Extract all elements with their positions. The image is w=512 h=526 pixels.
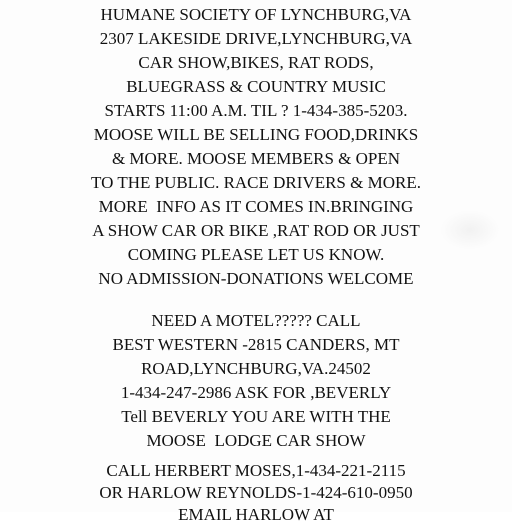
flyer-line-events: CAR SHOW,BIKES, RAT RODS, (138, 53, 374, 72)
flyer-line-public: TO THE PUBLIC. RACE DRIVERS & MORE. (91, 173, 421, 192)
flyer-line-let-us-know: COMING PLEASE LET US KNOW. (127, 245, 385, 264)
flyer-line-address: 2307 LAKESIDE DRIVE,LYNCHBURG,VA (99, 29, 413, 48)
flyer-line-best-western: BEST WESTERN -2815 CANDERS, MT (112, 335, 400, 354)
flyer-line-email: EMAIL HARLOW AT (178, 505, 334, 524)
flyer-line-herbert: CALL HERBERT MOSES,1-434-221-2115 (106, 461, 406, 480)
flyer-line-lodge: MOOSE LODGE CAR SHOW (146, 431, 366, 450)
flyer-line-members: & MORE. MOOSE MEMBERS & OPEN (111, 149, 401, 168)
flyer-line-food: MOOSE WILL BE SELLING FOOD,DRINKS (93, 125, 419, 144)
flyer-line-motel-phone: 1-434-247-2986 ASK FOR ,BEVERLY (120, 383, 392, 402)
flyer-line-show-car: A SHOW CAR OR BIKE ,RAT ROD OR JUST (92, 221, 420, 240)
flyer-line-admission: NO ADMISSION-DONATIONS WELCOME (98, 269, 414, 288)
flyer-line-road: ROAD,LYNCHBURG,VA.24502 (141, 359, 371, 378)
flyer-line-start-time: STARTS 11:00 A.M. TIL ? 1-434-385-5203. (104, 101, 408, 120)
flyer-line-motel: NEED A MOTEL????? CALL (151, 311, 361, 330)
flyer-line-harlow: OR HARLOW REYNOLDS-1-424-610-0950 (99, 483, 413, 502)
flyer-line-org: HUMANE SOCIETY OF LYNCHBURG,VA (100, 5, 412, 24)
flyer-line-more-info: MORE INFO AS IT COMES IN.BRINGING (98, 197, 414, 216)
flyer-line-tell-beverly: Tell BEVERLY YOU ARE WITH THE (121, 407, 391, 426)
flyer-line-music: BLUEGRASS & COUNTRY MUSIC (126, 77, 386, 96)
